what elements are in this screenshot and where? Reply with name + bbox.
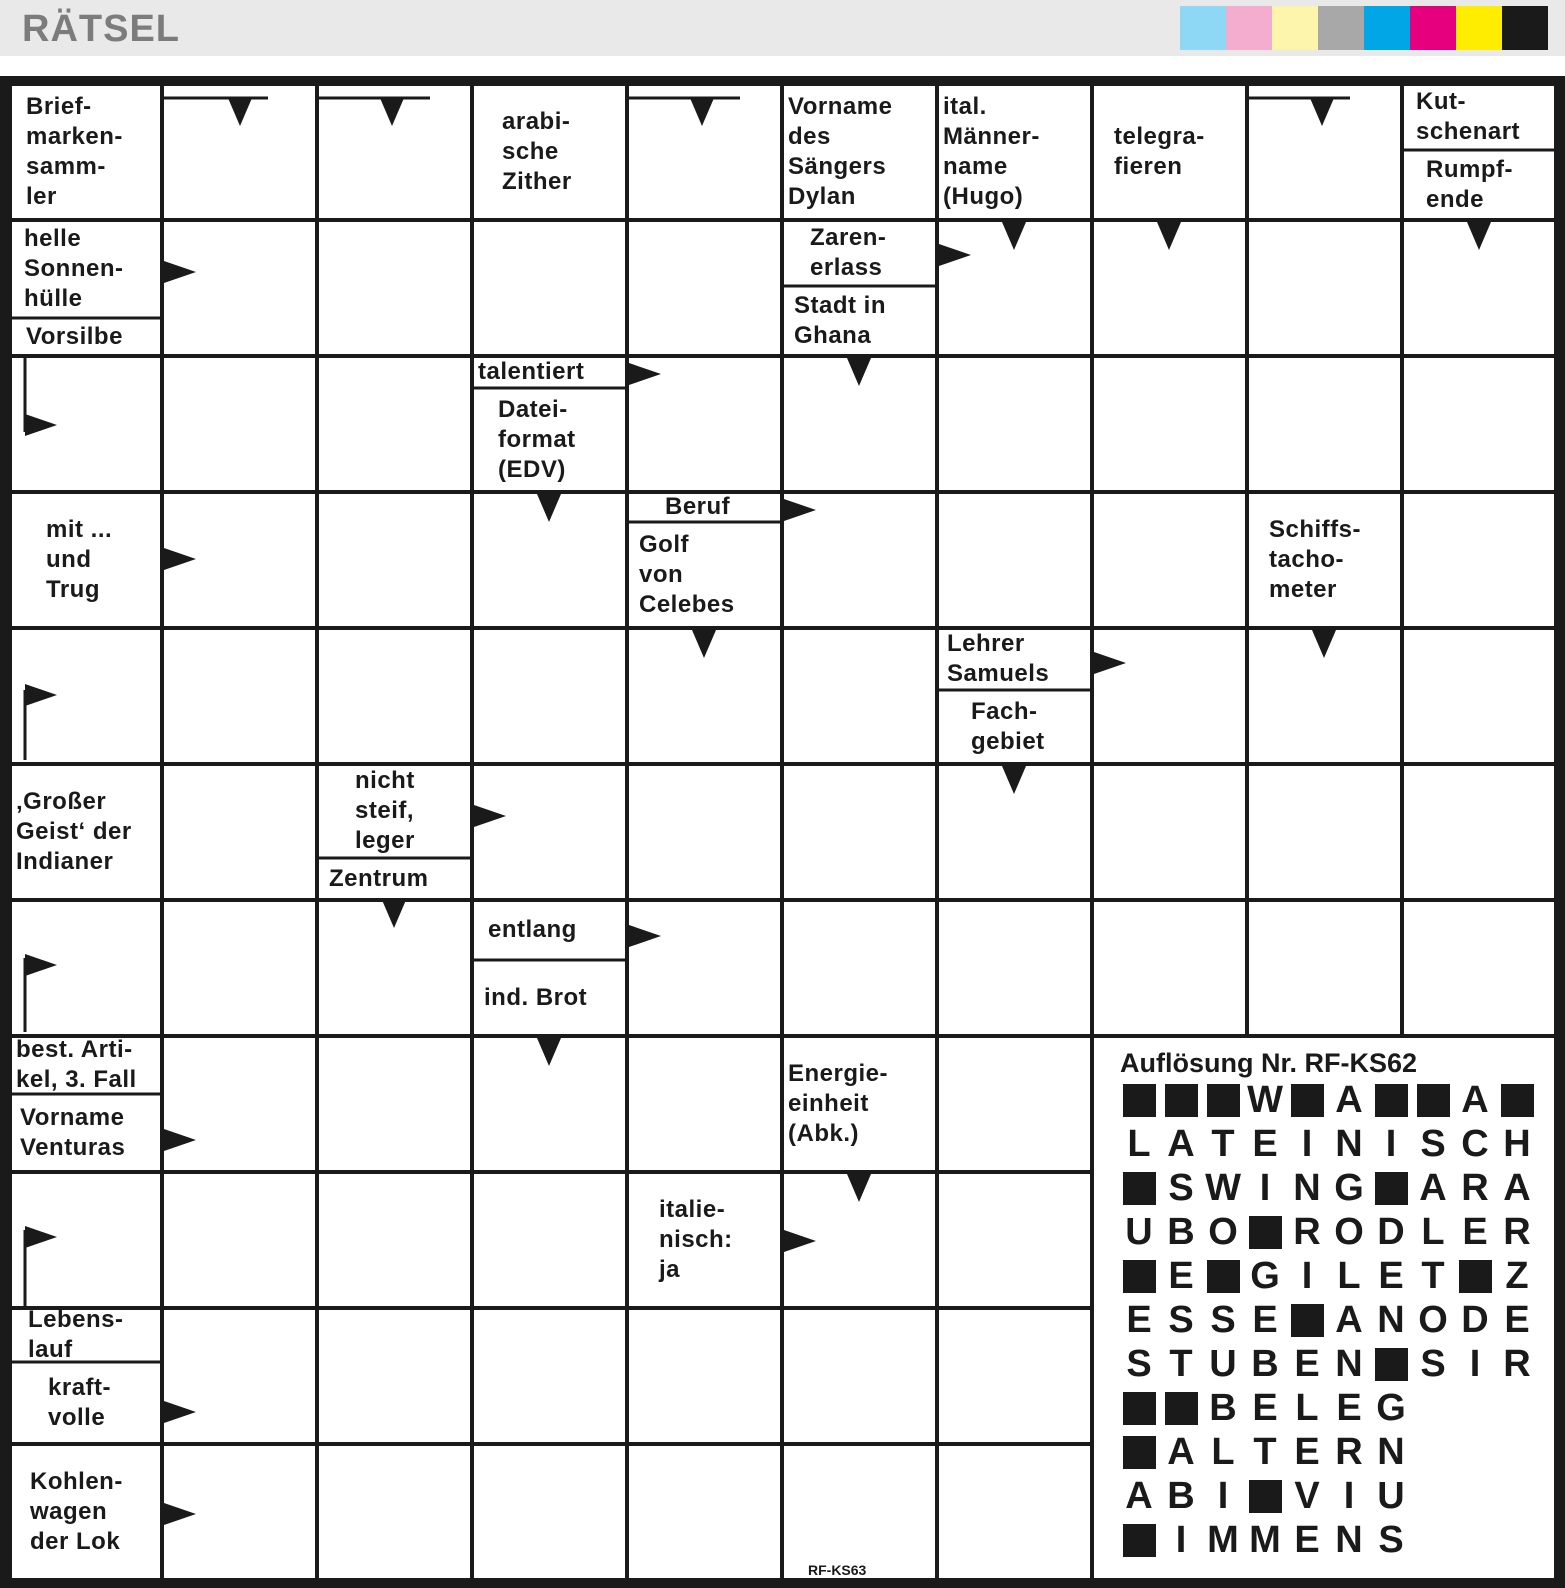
solution-black-square <box>1118 1256 1160 1296</box>
grid-cell[interactable] <box>784 1446 935 1578</box>
grid-cell[interactable] <box>474 1446 625 1578</box>
clue-line: Dylan <box>788 183 856 210</box>
clue-text <box>629 524 780 626</box>
grid-cell[interactable] <box>939 902 1090 1034</box>
solution-black-square <box>1454 1256 1496 1296</box>
clue-line: schenart <box>1416 118 1521 145</box>
clue-line: Vorname <box>788 93 893 120</box>
solution-letter: I <box>1217 1474 1229 1517</box>
solution-letter: R <box>1335 1430 1363 1473</box>
clue-line: format <box>498 426 576 453</box>
clue-text <box>12 86 160 218</box>
solution-letter: I <box>1385 1122 1397 1165</box>
grid-cell[interactable] <box>1094 494 1245 626</box>
solution-row <box>1118 1300 1538 1340</box>
solution-row <box>1118 1344 1538 1384</box>
solution-letter: D <box>1377 1210 1405 1253</box>
grid-cell[interactable] <box>474 766 625 898</box>
solution-row <box>1118 1168 1538 1208</box>
grid-cell[interactable] <box>1094 902 1245 1034</box>
solution-letter: E <box>1504 1298 1530 1341</box>
solution-letter: Z <box>1505 1254 1529 1297</box>
page-title: RÄTSEL <box>22 8 180 50</box>
solution-letter: A <box>1335 1298 1363 1341</box>
solution-letter: R <box>1461 1166 1489 1209</box>
grid-cell[interactable] <box>319 630 470 762</box>
solution-letter: T <box>1169 1342 1193 1385</box>
clue-text <box>474 962 625 1034</box>
clue-line: Männer- <box>943 123 1040 150</box>
clue-text <box>319 766 470 856</box>
clue-line: hülle <box>24 285 83 312</box>
solution-letter: B <box>1167 1474 1195 1517</box>
clue-line: Zaren- <box>810 224 887 251</box>
clue-text <box>629 1174 780 1306</box>
solution-letter: N <box>1377 1430 1405 1473</box>
solution-letter: N <box>1335 1342 1363 1385</box>
clue-line: ende <box>1426 186 1485 213</box>
clue-line: Geist‘ der <box>16 818 132 845</box>
solution-letter: G <box>1250 1254 1280 1297</box>
clue-text <box>319 860 470 898</box>
clue-text <box>12 766 160 898</box>
solution-letter: V <box>1294 1474 1320 1517</box>
grid-cell[interactable] <box>629 902 780 1034</box>
grid-cell[interactable] <box>784 766 935 898</box>
clue-line: Brief- <box>26 93 92 120</box>
solution-letter: S <box>1168 1166 1194 1209</box>
solution-black-square <box>1370 1168 1412 1208</box>
grid-cell[interactable] <box>164 358 315 490</box>
clue-line: Zentrum <box>329 865 429 892</box>
clue-text <box>784 288 935 354</box>
grid-cell[interactable] <box>474 630 625 762</box>
grid-cell[interactable] <box>1249 358 1400 490</box>
clue-line: Celebes <box>639 591 735 618</box>
clue-line: best. Arti- <box>16 1036 133 1063</box>
clue-line: Golf <box>639 531 689 558</box>
clue-line: Samuels <box>947 660 1050 687</box>
grid-cell[interactable] <box>939 358 1090 490</box>
clue-text <box>12 1306 160 1363</box>
solution-letter: N <box>1335 1518 1363 1561</box>
grid-cell[interactable] <box>1404 766 1554 898</box>
grid-cell[interactable] <box>1094 766 1245 898</box>
clue-text <box>784 86 935 218</box>
clue-line: Kut- <box>1416 88 1466 115</box>
solution-letter: T <box>1421 1254 1445 1297</box>
solution-letter: D <box>1461 1298 1489 1341</box>
solution-letter: O <box>1208 1210 1238 1253</box>
solution-letter: L <box>1421 1210 1445 1253</box>
clue-text <box>1094 86 1245 218</box>
grid-cell[interactable] <box>164 1310 315 1442</box>
clue-line: des <box>788 123 831 150</box>
clue-line: Rumpf- <box>1426 156 1513 183</box>
solution-letter: O <box>1418 1298 1448 1341</box>
solution-row <box>1118 1080 1538 1120</box>
solution-letter: E <box>1252 1298 1278 1341</box>
grid-cell[interactable] <box>1404 358 1554 490</box>
solution-letter: L <box>1295 1386 1319 1429</box>
solution-letter: T <box>1211 1122 1235 1165</box>
solution-black-square <box>1118 1520 1160 1560</box>
grid-cell[interactable] <box>939 494 1090 626</box>
clue-text <box>12 222 160 316</box>
solution-letter: E <box>1294 1518 1320 1561</box>
clue-text <box>939 692 1090 762</box>
grid-cell[interactable] <box>939 1446 1090 1578</box>
solution-letter: S <box>1420 1122 1446 1165</box>
grid-cell[interactable] <box>1404 902 1554 1034</box>
grid-cell[interactable] <box>474 222 625 354</box>
grid-cell[interactable] <box>319 1038 470 1170</box>
clue-line: Fach- <box>971 698 1038 725</box>
clue-line: steif, <box>355 797 415 824</box>
clue-line: Sonnen- <box>24 255 124 282</box>
solution-letter: U <box>1125 1210 1153 1253</box>
grid-cell[interactable] <box>629 222 780 354</box>
clue-text <box>12 494 160 626</box>
grid-cell[interactable] <box>164 1174 315 1306</box>
solution-black-square <box>1118 1080 1160 1120</box>
solution-black-square <box>1412 1080 1454 1120</box>
clue-line: (Hugo) <box>943 183 1024 210</box>
solution-black-square <box>1496 1080 1538 1120</box>
solution-letter: E <box>1294 1342 1320 1385</box>
solution-row <box>1118 1256 1538 1296</box>
solution-letter: L <box>1337 1254 1361 1297</box>
clue-line: Zither <box>502 168 572 195</box>
solution-letter: U <box>1377 1474 1405 1517</box>
grid-cell[interactable] <box>1249 902 1400 1034</box>
clue-line: Datei- <box>498 396 568 423</box>
solution-letter: S <box>1210 1298 1236 1341</box>
grid-cell[interactable] <box>784 902 935 1034</box>
solution-letter: B <box>1209 1386 1237 1429</box>
clue-line: ind. Brot <box>484 984 588 1011</box>
grid-cell[interactable] <box>1094 630 1245 762</box>
solution-letter: B <box>1167 1210 1195 1253</box>
solution-letter: E <box>1378 1254 1404 1297</box>
clue-line: ital. <box>943 93 987 120</box>
solution-letter: S <box>1378 1518 1404 1561</box>
grid-cell[interactable] <box>474 1310 625 1442</box>
clue-line: Stadt in <box>794 292 886 319</box>
grid-cell[interactable] <box>1404 630 1554 762</box>
solution-letter: I <box>1343 1474 1355 1517</box>
clue-line: (EDV) <box>498 456 566 483</box>
solution-letter: I <box>1301 1122 1313 1165</box>
solution-row <box>1118 1432 1412 1472</box>
grid-cell[interactable] <box>319 1446 470 1578</box>
clue-line: der Lok <box>30 1528 121 1555</box>
clue-text <box>784 222 935 284</box>
clue-line: samm- <box>26 153 106 180</box>
clue-line: nisch: <box>659 1226 733 1253</box>
grid-cell[interactable] <box>474 1174 625 1306</box>
grid-cell[interactable] <box>629 1310 780 1442</box>
solution-letter: H <box>1503 1122 1531 1165</box>
solution-letter: I <box>1469 1342 1481 1385</box>
clue-line: leger <box>355 827 415 854</box>
clue-line: Sängers <box>788 153 887 180</box>
solution-row <box>1118 1520 1412 1560</box>
clue-line: sche <box>502 138 559 165</box>
clue-text <box>474 86 625 218</box>
clue-text <box>12 1446 160 1578</box>
solution-letter: M <box>1207 1518 1239 1561</box>
grid-cell[interactable] <box>1404 494 1554 626</box>
solution-black-square <box>1244 1212 1286 1252</box>
grid-cell[interactable] <box>939 1310 1090 1442</box>
clue-line: Ghana <box>794 322 872 349</box>
solution-letter: R <box>1293 1210 1321 1253</box>
grid-cell[interactable] <box>784 630 935 762</box>
clue-line: ler <box>26 183 57 210</box>
clue-text <box>939 86 1090 218</box>
solution-letter: L <box>1127 1122 1151 1165</box>
clue-line: telegra- <box>1114 123 1205 150</box>
grid-cell[interactable] <box>629 358 780 490</box>
solution-letter: L <box>1211 1430 1235 1473</box>
solution-letter: W <box>1247 1078 1283 1121</box>
clue-text <box>474 902 625 958</box>
clue-text <box>1404 86 1554 148</box>
solution-letter: G <box>1334 1166 1364 1209</box>
clue-text <box>1404 152 1554 218</box>
clue-text <box>474 390 625 490</box>
clue-line: Venturas <box>20 1134 126 1161</box>
solution-letter: I <box>1301 1254 1313 1297</box>
solution-black-square <box>1244 1476 1286 1516</box>
solution-letter: B <box>1251 1342 1279 1385</box>
clue-text <box>474 358 625 386</box>
clue-line: Lebens- <box>28 1306 124 1333</box>
clue-line: einheit <box>788 1090 869 1117</box>
solution-letter: E <box>1462 1210 1488 1253</box>
solution-black-square <box>1118 1432 1160 1472</box>
grid-cell[interactable] <box>784 494 935 626</box>
solution-letter: N <box>1377 1298 1405 1341</box>
grid-cell[interactable] <box>164 222 315 354</box>
clue-line: talentiert <box>478 358 585 385</box>
grid-cell[interactable] <box>164 902 315 1034</box>
solution-black-square <box>1286 1080 1328 1120</box>
clue-line: tacho- <box>1269 546 1344 573</box>
solution-letter: A <box>1503 1166 1531 1209</box>
puzzle-code: RF-KS63 <box>808 1562 867 1578</box>
solution-letter: A <box>1167 1430 1195 1473</box>
clue-text <box>629 494 780 520</box>
solution-row <box>1118 1388 1412 1428</box>
solution-title: Auflösung Nr. RF-KS62 <box>1120 1048 1418 1078</box>
grid-cell[interactable] <box>164 630 315 762</box>
grid-cell[interactable] <box>164 766 315 898</box>
solution-letter: N <box>1293 1166 1321 1209</box>
clue-line: fieren <box>1114 153 1183 180</box>
clue-line: Vorsilbe <box>26 323 123 350</box>
solution-black-square <box>1370 1080 1412 1120</box>
solution-black-square <box>1160 1080 1202 1120</box>
solution-letter: E <box>1252 1122 1278 1165</box>
solution-letter: E <box>1252 1386 1278 1429</box>
clue-line: erlass <box>810 254 883 281</box>
clue-line: italie- <box>659 1196 726 1223</box>
solution-black-square <box>1202 1080 1244 1120</box>
grid-cell[interactable] <box>1094 358 1245 490</box>
solution-letter: A <box>1461 1078 1489 1121</box>
clue-line: marken- <box>26 123 123 150</box>
solution-letter: E <box>1126 1298 1152 1341</box>
solution-letter: T <box>1253 1430 1277 1473</box>
solution-black-square <box>1118 1388 1160 1428</box>
clue-line: nicht <box>355 767 415 794</box>
solution-letter: U <box>1209 1342 1237 1385</box>
clue-line: Energie- <box>788 1060 889 1087</box>
solution-row <box>1118 1212 1538 1252</box>
clue-text <box>1249 494 1400 626</box>
clue-line: Vorname <box>20 1104 125 1131</box>
solution-black-square <box>1160 1388 1202 1428</box>
grid-cell[interactable] <box>1249 222 1400 354</box>
clue-line: und <box>46 546 92 573</box>
solution-letter: S <box>1126 1342 1152 1385</box>
grid-cell[interactable] <box>319 1174 470 1306</box>
clue-line: wagen <box>30 1498 108 1525</box>
grid-cell[interactable] <box>319 358 470 490</box>
clue-line: name <box>943 153 1008 180</box>
grid-cell[interactable] <box>164 1038 315 1170</box>
solution-letter: A <box>1419 1166 1447 1209</box>
clue-line: meter <box>1269 576 1337 603</box>
solution-letter: R <box>1503 1342 1531 1385</box>
clue-line: lauf <box>28 1336 73 1363</box>
clue-line: Schiffs- <box>1269 516 1362 543</box>
solution-row <box>1118 1124 1538 1164</box>
grid-cell[interactable] <box>629 1446 780 1578</box>
clue-line: Kohlen- <box>30 1468 123 1495</box>
grid-cell[interactable] <box>319 1310 470 1442</box>
clue-text <box>12 1096 160 1170</box>
solution-letter: I <box>1259 1166 1271 1209</box>
clue-line: entlang <box>488 916 577 943</box>
solution-row <box>1118 1476 1412 1516</box>
solution-black-square <box>1370 1344 1412 1384</box>
grid-cell[interactable] <box>629 766 780 898</box>
solution-letter: S <box>1420 1342 1446 1385</box>
solution-letter: A <box>1335 1078 1363 1121</box>
solution-black-square <box>1286 1300 1328 1340</box>
solution-letter: S <box>1168 1298 1194 1341</box>
solution-letter: O <box>1334 1210 1364 1253</box>
clue-text <box>12 320 160 354</box>
clue-line: Lehrer <box>947 630 1025 657</box>
clue-text <box>784 1038 935 1170</box>
grid-cell[interactable] <box>939 1174 1090 1306</box>
grid-cell[interactable] <box>319 222 470 354</box>
clue-line: helle <box>24 225 82 252</box>
solution-letter: I <box>1175 1518 1187 1561</box>
clue-line: mit ... <box>46 516 113 543</box>
grid-cell[interactable] <box>939 1038 1090 1170</box>
clue-line: kraft- <box>48 1374 112 1401</box>
clue-text <box>12 1364 160 1442</box>
clue-line: gebiet <box>971 728 1045 755</box>
solution-letter: A <box>1125 1474 1153 1517</box>
solution-black-square <box>1118 1168 1160 1208</box>
solution-letter: G <box>1376 1386 1406 1429</box>
solution-letter: M <box>1249 1518 1281 1561</box>
solution-letter: W <box>1205 1166 1241 1209</box>
solution-black-square <box>1202 1256 1244 1296</box>
clue-line: Indianer <box>16 848 114 875</box>
clue-text <box>939 630 1090 688</box>
solution-letter: E <box>1168 1254 1194 1297</box>
grid-cell[interactable] <box>319 494 470 626</box>
clue-line: Trug <box>46 576 100 603</box>
grid-cell[interactable] <box>629 1038 780 1170</box>
clue-text <box>12 1038 160 1092</box>
clue-line: ‚Großer <box>16 788 107 815</box>
clue-line: volle <box>48 1404 106 1431</box>
clue-line: arabi- <box>502 108 571 135</box>
clue-line: Beruf <box>665 493 731 520</box>
solution-letter: A <box>1167 1122 1195 1165</box>
clue-line: (Abk.) <box>788 1120 859 1147</box>
clue-line: kel, 3. Fall <box>16 1066 137 1093</box>
clue-line: von <box>639 561 684 588</box>
solution-letter: E <box>1336 1386 1362 1429</box>
clue-line: ja <box>659 1256 681 1283</box>
solution-letter: R <box>1503 1210 1531 1253</box>
solution-letter: N <box>1335 1122 1363 1165</box>
grid-cell[interactable] <box>784 1310 935 1442</box>
solution-letter: E <box>1294 1430 1320 1473</box>
grid-cell[interactable] <box>1249 766 1400 898</box>
solution-letter: C <box>1461 1122 1489 1165</box>
